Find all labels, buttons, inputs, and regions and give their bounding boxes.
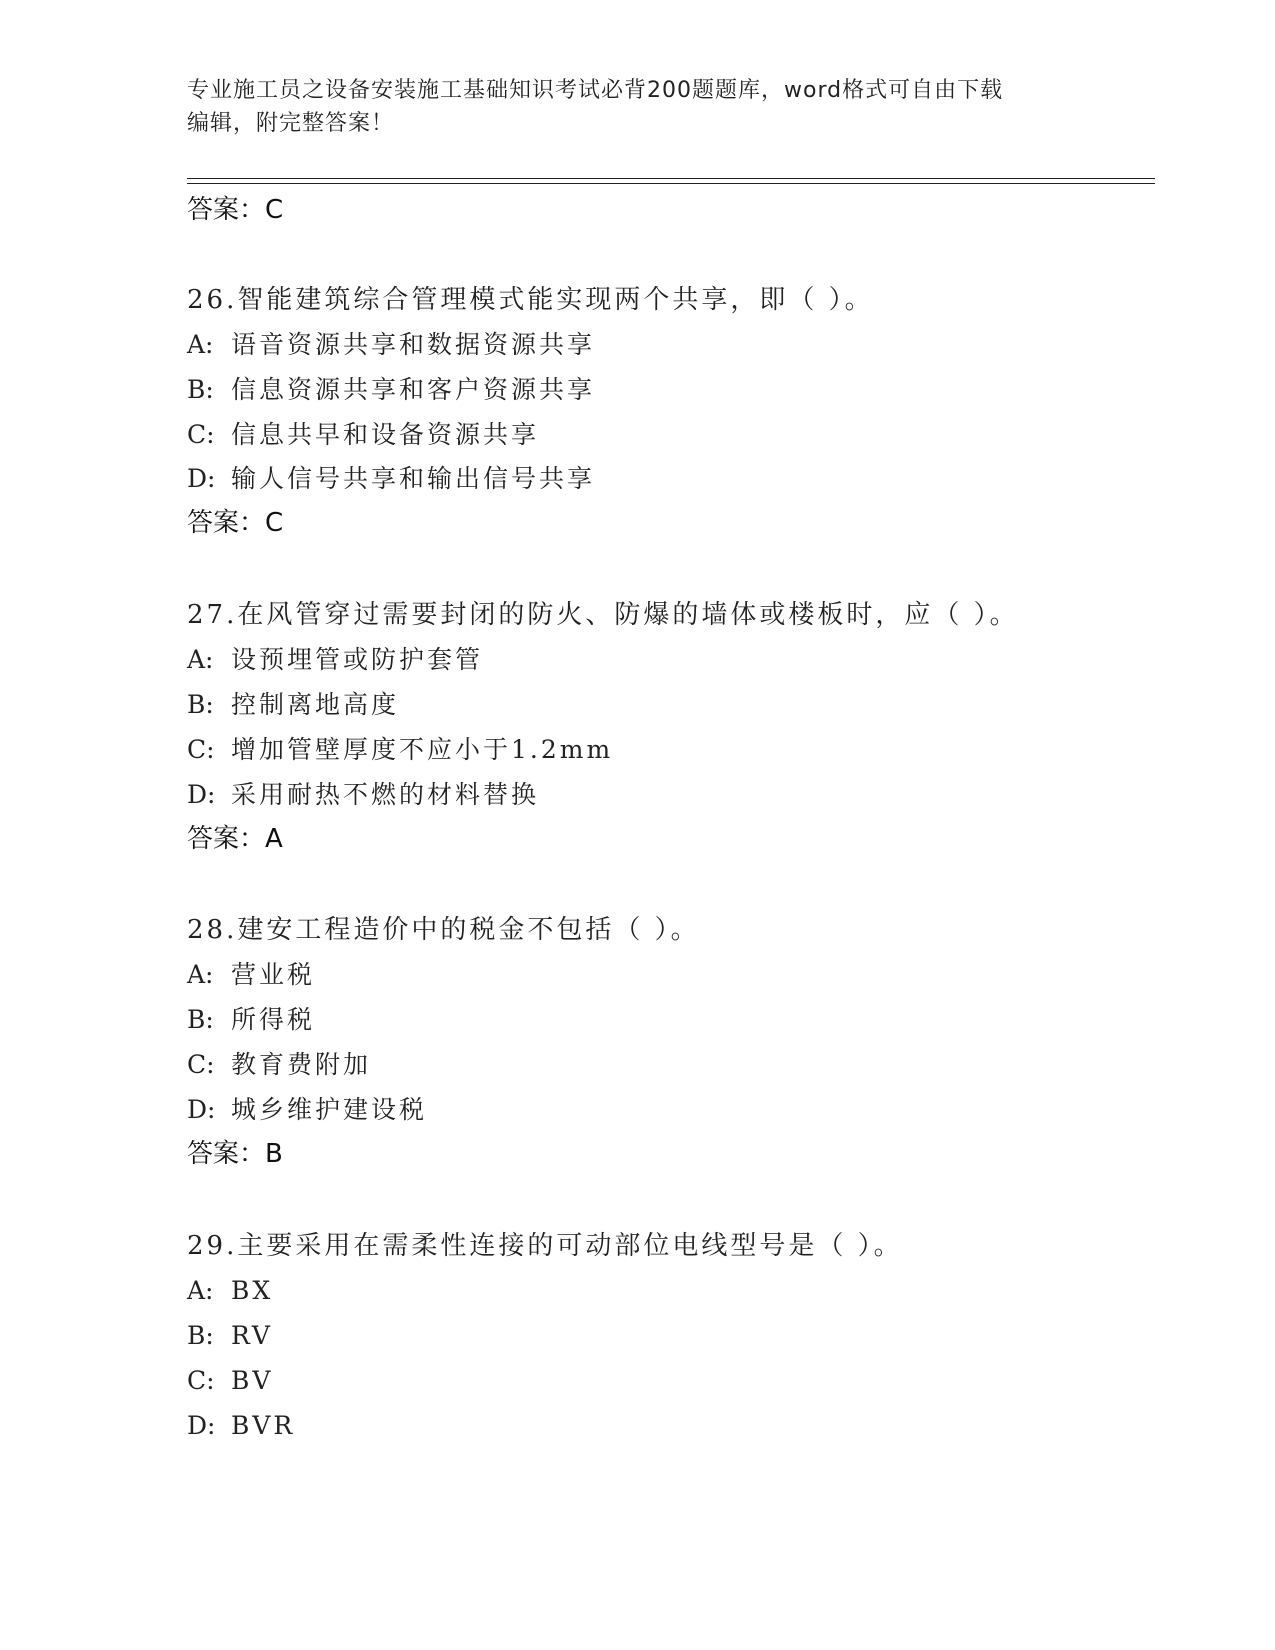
question-26-option-a: A: 语音资源共享和数据资源共享 xyxy=(187,330,596,359)
question-28-option-c: C: 教育费附加 xyxy=(187,1050,372,1079)
question-27-stem: 27.在风管穿过需要封闭的防火、防爆的墙体或楼板时，应（ ）。 xyxy=(187,600,1019,630)
document-header xyxy=(187,74,1087,140)
question-28-stem: 28.建安工程造价中的税金不包括（ ）。 xyxy=(187,915,700,945)
question-27-option-b: B: 控制离地高度 xyxy=(187,690,400,719)
header-divider-top xyxy=(187,178,1155,179)
question-29-stem: 29.主要采用在需柔性连接的可动部位电线型号是（ ）。 xyxy=(187,1231,903,1261)
question-28-answer: 答案：B xyxy=(187,1139,283,1169)
previous-answer: 答案：C xyxy=(187,195,284,225)
question-28-option-b: B: 所得税 xyxy=(187,1005,316,1034)
question-26-option-c: C: 信息共早和设备资源共享 xyxy=(187,420,540,449)
question-26-option-d: D: 输人信号共享和输出信号共享 xyxy=(187,464,596,493)
question-29-option-a: A: BX xyxy=(187,1276,274,1305)
question-27-option-d: D: 采用耐热不燃的材料替换 xyxy=(187,780,540,809)
question-28-option-d: D: 城乡维护建设税 xyxy=(187,1095,428,1124)
header-line-1: 专业施工员之设备安装施工基础知识考试必背200题题库，word格式可自由下载 xyxy=(187,78,1004,103)
question-26-option-b: B: 信息资源共享和客户资源共享 xyxy=(187,375,596,404)
question-26-answer: 答案：C xyxy=(187,508,284,538)
question-28-option-a: A: 营业税 xyxy=(187,960,316,989)
question-26-stem: 26.智能建筑综合管理模式能实现两个共享，即（ ）。 xyxy=(187,285,874,315)
question-27-answer: 答案：A xyxy=(187,824,283,854)
header-line-2: 编辑，附完整答案！ xyxy=(187,111,395,136)
question-29-option-c: C: BV xyxy=(187,1366,274,1395)
header-divider-bottom xyxy=(187,183,1155,184)
question-27-option-c: C: 增加管壁厚度不应小于1.2mm xyxy=(187,735,614,764)
question-29-option-d: D: BVR xyxy=(187,1411,296,1440)
question-29-option-b: B: RV xyxy=(187,1321,273,1350)
question-27-option-a: A: 设预埋管或防护套管 xyxy=(187,645,484,674)
